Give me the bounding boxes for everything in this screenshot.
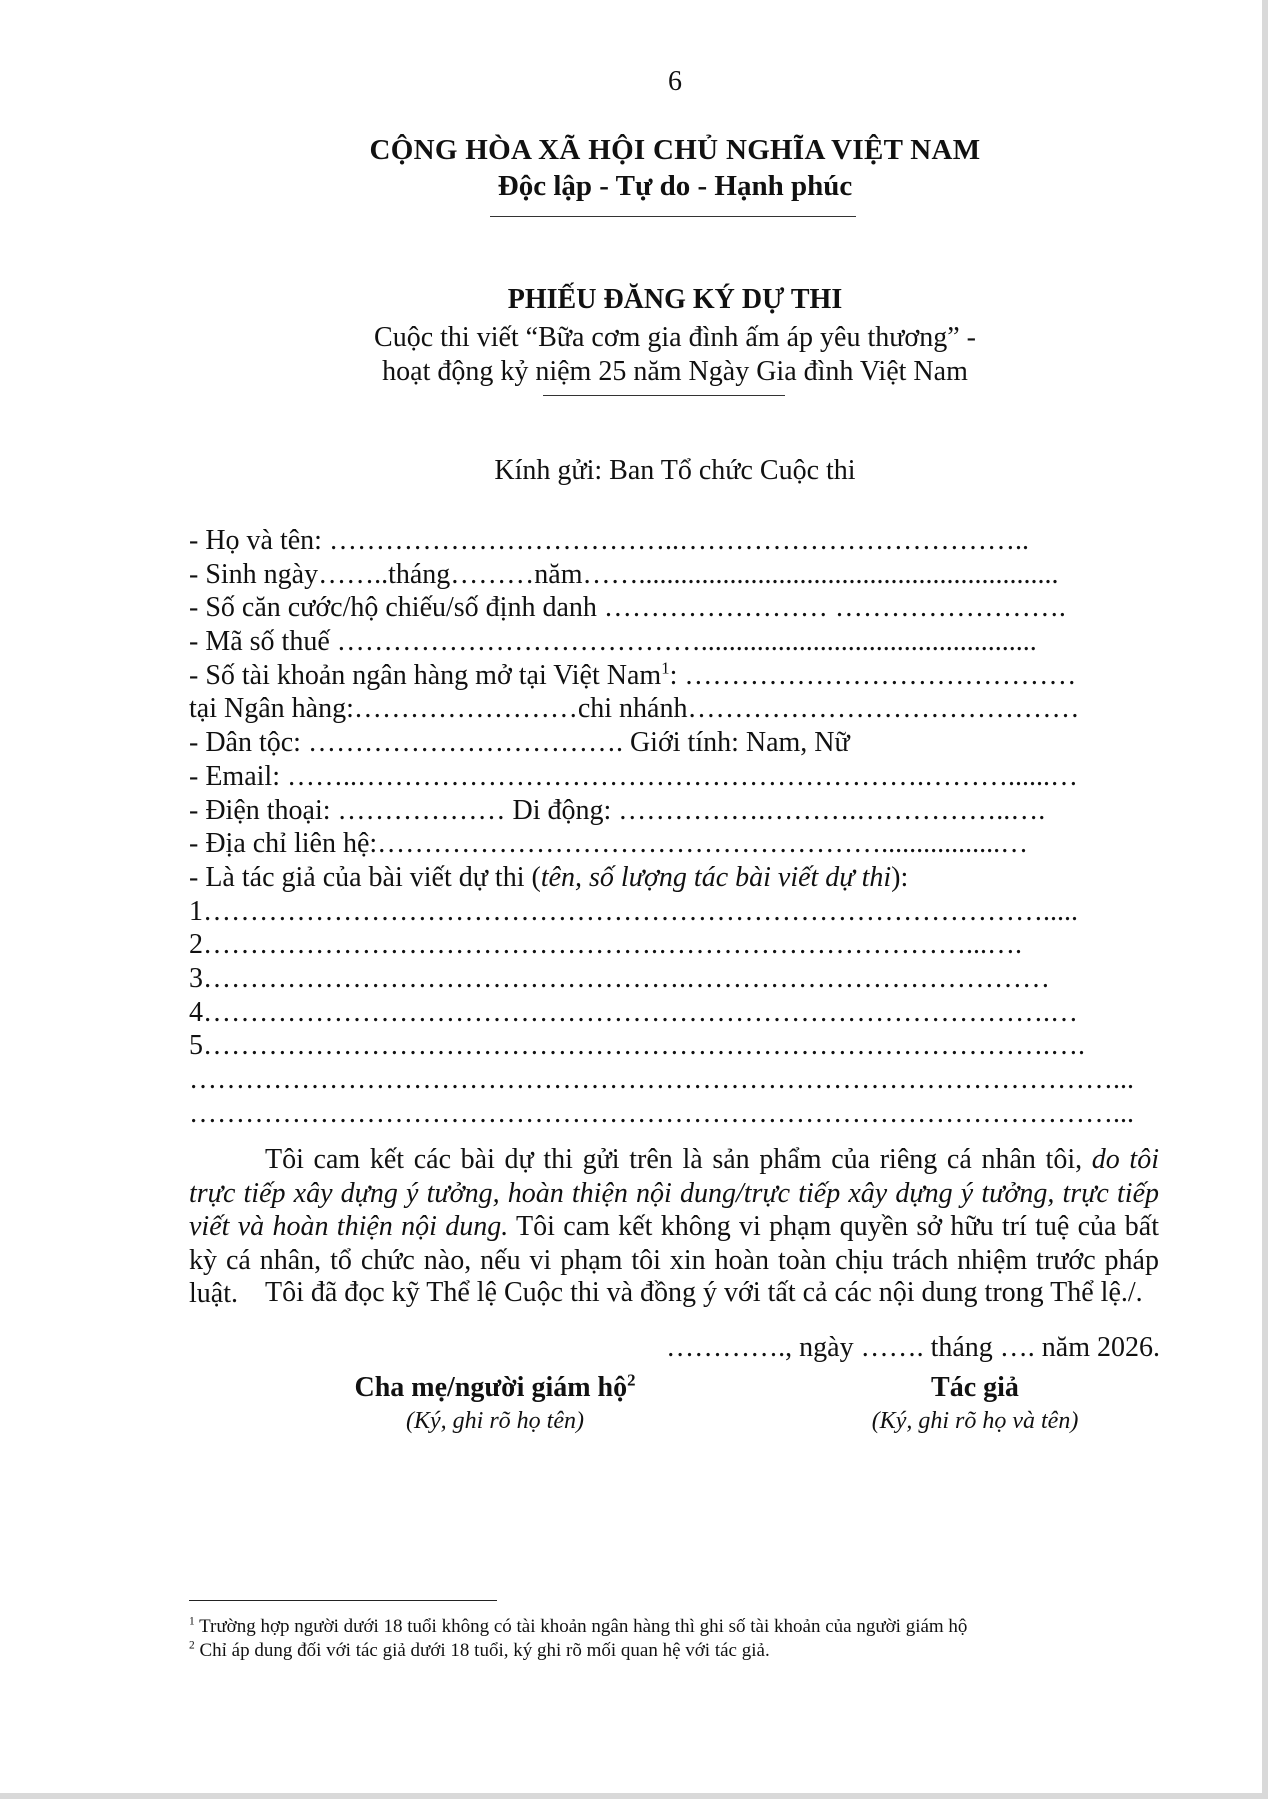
field-text: - Sinh ngày……..tháng………năm……............................................................ <box>189 558 1059 590</box>
nation-title: CỘNG HÒA XÃ HỘI CHỦ NGHĨA VIỆT NAM <box>369 134 981 166</box>
field-text: - Số căn cước/hộ chiếu/số định danh …………………… ……………………. <box>189 592 1066 624</box>
field-id-number <box>189 591 1139 625</box>
field-text: 3…………………………………………….………………………………… <box>189 962 1050 994</box>
registration-fields <box>189 524 1139 1130</box>
guardian-title-text: Cha mẹ/người giám hộ <box>354 1372 628 1403</box>
field-birth-date <box>189 558 1139 592</box>
field-work-4 <box>189 996 1139 1030</box>
guardian-note: (Ký, ghi rõ họ tên) <box>406 1408 584 1434</box>
field-text: ………………………………………………………………………………………... <box>189 1097 1134 1129</box>
footnote-number: 1 <box>189 1615 195 1628</box>
field-text: - Số tài khoản ngân hàng mở tại Việt Nam <box>189 659 662 691</box>
footnote-ref-2: 2 <box>627 1370 636 1390</box>
field-works-heading <box>189 861 1139 895</box>
form-title: PHIẾU ĐĂNG KÝ DỰ THI <box>507 284 843 315</box>
guardian-signature-block <box>325 1372 665 1435</box>
footnote-text: Chỉ áp dung đối với tác giả dưới 18 tuổi, ký ghi rõ mối quan hệ với tác giả. <box>194 1640 770 1661</box>
field-text: - Điện thoại: ……………… Di động: …………….……….……………..…. <box>189 794 1046 826</box>
form-subtitle-line1: Cuộc thi viết “Bữa cơm gia đình ấm áp yêu thương” - <box>374 322 976 353</box>
field-text: - Email: ……..…………………………………………………….………......… <box>189 760 1078 792</box>
field-text: - Dân tộc: ……………………………. Giới tính: Nam, Nữ <box>189 727 850 759</box>
field-text: 1………………………………………………………………………………..... <box>189 895 1078 927</box>
greeting: Kính gửi: Ban Tổ chức Cuộc thi <box>494 455 856 486</box>
field-text: ): <box>891 861 909 893</box>
author-signature-block <box>825 1372 1125 1435</box>
form-subtitle-line2: hoạt động kỷ niệm 25 năm Ngày Gia đình Việt Nam <box>382 356 968 387</box>
footnote-1 <box>189 1615 967 1639</box>
footnote-separator <box>189 1600 497 1601</box>
field-work-3 <box>189 962 1139 996</box>
field-text: - Là tác giả của bài viết dự thi ( <box>189 861 541 893</box>
field-tax-code <box>189 625 1139 659</box>
agreement-paragraph: Tôi đã đọc kỹ Thể lệ Cuộc thi và đồng ý với tất cả các nội dung trong Thể lệ./. <box>265 1277 1143 1308</box>
field-text: - Mã số thuế …………………………………................................................ <box>189 626 1037 658</box>
field-phone <box>189 794 1139 828</box>
footnote-ref-1: 1 <box>661 658 670 678</box>
author-note: (Ký, ghi rõ họ và tên) <box>871 1408 1079 1434</box>
field-extra-line <box>189 1063 1139 1097</box>
field-work-1 <box>189 895 1139 929</box>
field-bank-account <box>189 659 1139 693</box>
field-text: tại Ngân hàng:……………………chi nhánh…………………………………… <box>189 693 1080 725</box>
commitment-text: Tôi cam kết không vi phạm quyền sở hữu trí tuệ của bất kỳ cá nhân, tổ chức nào, nếu vi phạm tôi xin hoàn toàn chịu trách nhiệm trước pháp luật. <box>189 1211 1159 1309</box>
subtitle-underline <box>543 395 785 396</box>
page-number: 6 <box>668 66 682 97</box>
field-text: : …………………………………… <box>669 659 1077 691</box>
field-email <box>189 760 1139 794</box>
field-ethnicity-gender <box>189 726 1139 760</box>
field-text: - Họ và tên: ………………………………..……………………………….. <box>189 525 1029 556</box>
field-text: 2………………………………………….……………………………...…. <box>189 929 1022 961</box>
date-line: …………., ngày ……. tháng …. năm 2026. <box>666 1332 1160 1363</box>
field-work-2 <box>189 928 1139 962</box>
field-text: - Địa chỉ liên hệ:……………………………………………….................… <box>189 828 1029 860</box>
field-work-5 <box>189 1029 1139 1063</box>
footnote-text: Trường hợp người dưới 18 tuổi không có tài khoản ngân hàng thì ghi số tài khoản của người giám hộ <box>194 1616 968 1637</box>
footnote-number: 2 <box>189 1639 195 1652</box>
field-text: ………………………………………………………………………………………... <box>189 1064 1134 1095</box>
field-text: 4……………………………………………………………………………….… <box>189 996 1078 1028</box>
footnote-2 <box>189 1639 967 1663</box>
field-bank-branch <box>189 692 1139 726</box>
motto-underline <box>490 216 856 217</box>
field-address <box>189 827 1139 861</box>
footnotes <box>189 1615 967 1663</box>
commitment-italic: do tôi trực tiếp xây dựng ý tưởng, hoàn thiện nội dung/trực tiếp xây dựng ý tưởng, trực tiếp viết và hoàn thiện nội dung. <box>189 1144 1159 1242</box>
guardian-title <box>325 1372 665 1404</box>
commitment-text: Tôi cam kết các bài dự thi gửi trên là sản phẩm của riêng cá nhân tôi, <box>265 1144 1092 1175</box>
field-full-name <box>189 524 1139 558</box>
field-text: 5……………………………………………………………………………….…. <box>189 1030 1085 1062</box>
motto: Độc lập - Tự do - Hạnh phúc <box>497 170 853 202</box>
field-extra-line <box>189 1097 1139 1131</box>
field-italic-note: tên, số lượng tác bài viết dự thi <box>540 861 892 893</box>
author-title: Tác giả <box>931 1372 1019 1403</box>
